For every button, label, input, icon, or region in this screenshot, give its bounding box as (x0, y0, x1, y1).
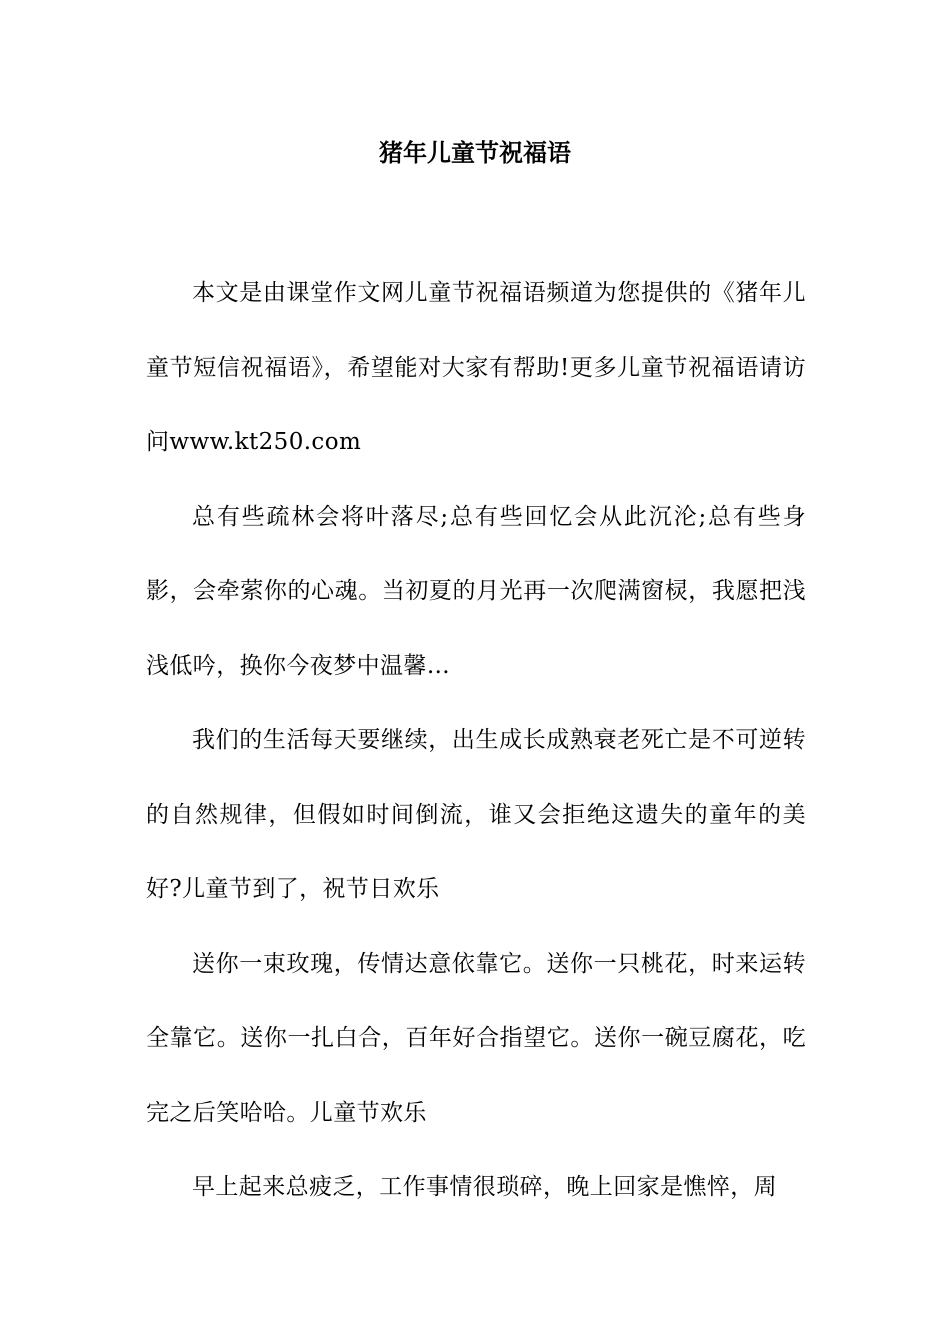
paragraph-3: 我们的生活每天要继续，出生成长成熟衰老死亡是不可逆转的自然规律，但假如时间倒流，谁又会拒绝这遗失的童年的美好?儿童节到了，祝节日欢乐 (146, 727, 806, 902)
paragraph-1: 本文是由课堂作文网儿童节祝福语频道为您提供的《猪年儿童节短信祝福语》，希望能对大家有帮助!更多儿童节祝福语请访问www.kt250.com (146, 280, 806, 455)
page-title: 猪年儿童节祝福语 (379, 138, 571, 167)
document-body (146, 256, 806, 1225)
paragraph-2: 总有些疏林会将叶落尽;总有些回忆会从此沉沦;总有些身影，会牵萦你的心魂。当初夏的月光再一次爬满窗棂，我愿把浅浅低吟，换你今夜梦中温馨… (146, 503, 806, 679)
paragraph-5: 早上起来总疲乏，工作事情很琐碎，晚上回家是憔悴，周 (192, 1174, 777, 1200)
paragraph-4: 送你一束玫瑰，传情达意依靠它。送你一只桃花，时来运转全靠它。送你一扎白合，百年好合指望它。送你一碗豆腐花，吃完之后笑哈哈。儿童节欢乐 (146, 950, 806, 1126)
